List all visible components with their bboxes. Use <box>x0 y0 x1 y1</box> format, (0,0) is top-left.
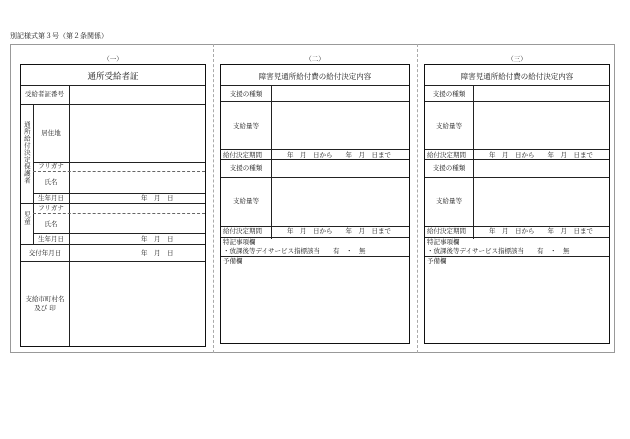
period-label-2: 給付決定期間 <box>223 227 262 235</box>
notes-item: ・放課後等デイサービス指標該当 有 ・ 無 <box>223 247 366 255</box>
period-value-2: 年 月 日から 年 月 日まで <box>489 227 593 235</box>
card1-number: （一） <box>103 55 123 63</box>
divider <box>21 261 205 262</box>
card2-number: （二） <box>305 55 325 63</box>
birthdate-label: 生年月日 <box>38 194 64 202</box>
divider <box>21 85 205 86</box>
divider <box>221 256 409 257</box>
period-value: 年 月 日から 年 月 日まで <box>489 151 593 159</box>
divider <box>425 256 609 257</box>
spare-label: 予備欄 <box>427 257 447 265</box>
divider <box>425 177 609 178</box>
notes-item: ・放課後等デイサービス指標該当 有 ・ 無 <box>427 247 570 255</box>
card2-title: 障害児通所給付費の給付決定内容 <box>258 72 372 81</box>
divider <box>473 85 474 163</box>
amount-label: 支給量等 <box>436 122 462 130</box>
divider <box>473 159 474 239</box>
divider <box>425 101 609 102</box>
municipality-label-line1: 支給市町村名 <box>25 295 65 303</box>
support-type-label: 支援の種類 <box>229 90 263 98</box>
divider <box>221 177 409 178</box>
birthdate-ymd: 年 月 日 <box>141 194 174 202</box>
divider <box>221 159 409 160</box>
period-label-2: 給付決定期間 <box>427 227 466 235</box>
issue-date-label: 交付年月日 <box>28 249 62 257</box>
amount-label-2: 支給量等 <box>436 197 462 205</box>
card1-panel <box>20 64 206 347</box>
card3-panel <box>424 64 610 344</box>
divider <box>69 261 70 346</box>
name-label: 氏名 <box>44 178 58 186</box>
municipality-label-line2: 及び 印 <box>34 304 56 312</box>
form-label: 別記様式第３号（第２条関係） <box>10 32 108 40</box>
card-separator-2 <box>417 44 418 353</box>
support-type-label: 支援の種類 <box>432 90 466 98</box>
child-furigana-label: フリガナ <box>38 204 64 212</box>
divider <box>271 159 272 239</box>
issue-date-ymd: 年 月 日 <box>141 249 174 257</box>
divider <box>425 159 609 160</box>
support-type-label-2: 支援の種類 <box>432 164 466 172</box>
divider <box>221 85 409 86</box>
card3-number: （三） <box>507 55 527 63</box>
divider <box>21 244 205 245</box>
period-value-2: 年 月 日から 年 月 日まで <box>287 227 391 235</box>
card3-title: 障害児通所給付費の給付決定内容 <box>460 72 574 81</box>
divider <box>271 85 272 163</box>
notes-label: 特記事項欄 <box>427 238 460 246</box>
divider <box>221 101 409 102</box>
amount-label-2: 支給量等 <box>233 197 259 205</box>
card1-title: 通所受給者証 <box>87 72 139 82</box>
amount-label: 支給量等 <box>233 122 259 130</box>
divider <box>33 233 205 234</box>
address-label: 居住地 <box>41 129 61 137</box>
divider <box>21 104 205 105</box>
card2-panel <box>220 64 410 344</box>
divider <box>33 171 205 172</box>
divider <box>221 149 409 150</box>
recipient-number-label: 受給者証番号 <box>25 90 64 98</box>
child-group-label: 児童 <box>22 211 31 225</box>
divider <box>425 85 609 86</box>
divider <box>33 213 205 214</box>
child-name-label: 氏名 <box>44 220 58 228</box>
card-separator-1 <box>213 44 214 353</box>
spare-label: 予備欄 <box>223 257 243 265</box>
notes-label: 特記事項欄 <box>223 238 256 246</box>
period-label: 給付決定期間 <box>427 151 466 159</box>
divider <box>33 104 34 203</box>
period-label: 給付決定期間 <box>223 151 262 159</box>
support-type-label-2: 支援の種類 <box>229 164 263 172</box>
guardian-group-label: 通所給付決定保護者 <box>22 121 31 184</box>
divider <box>69 85 70 104</box>
divider <box>425 149 609 150</box>
child-birthdate-label: 生年月日 <box>38 235 64 243</box>
period-value: 年 月 日から 年 月 日まで <box>287 151 391 159</box>
furigana-label: フリガナ <box>38 162 64 170</box>
child-birthdate-ymd: 年 月 日 <box>141 235 174 243</box>
